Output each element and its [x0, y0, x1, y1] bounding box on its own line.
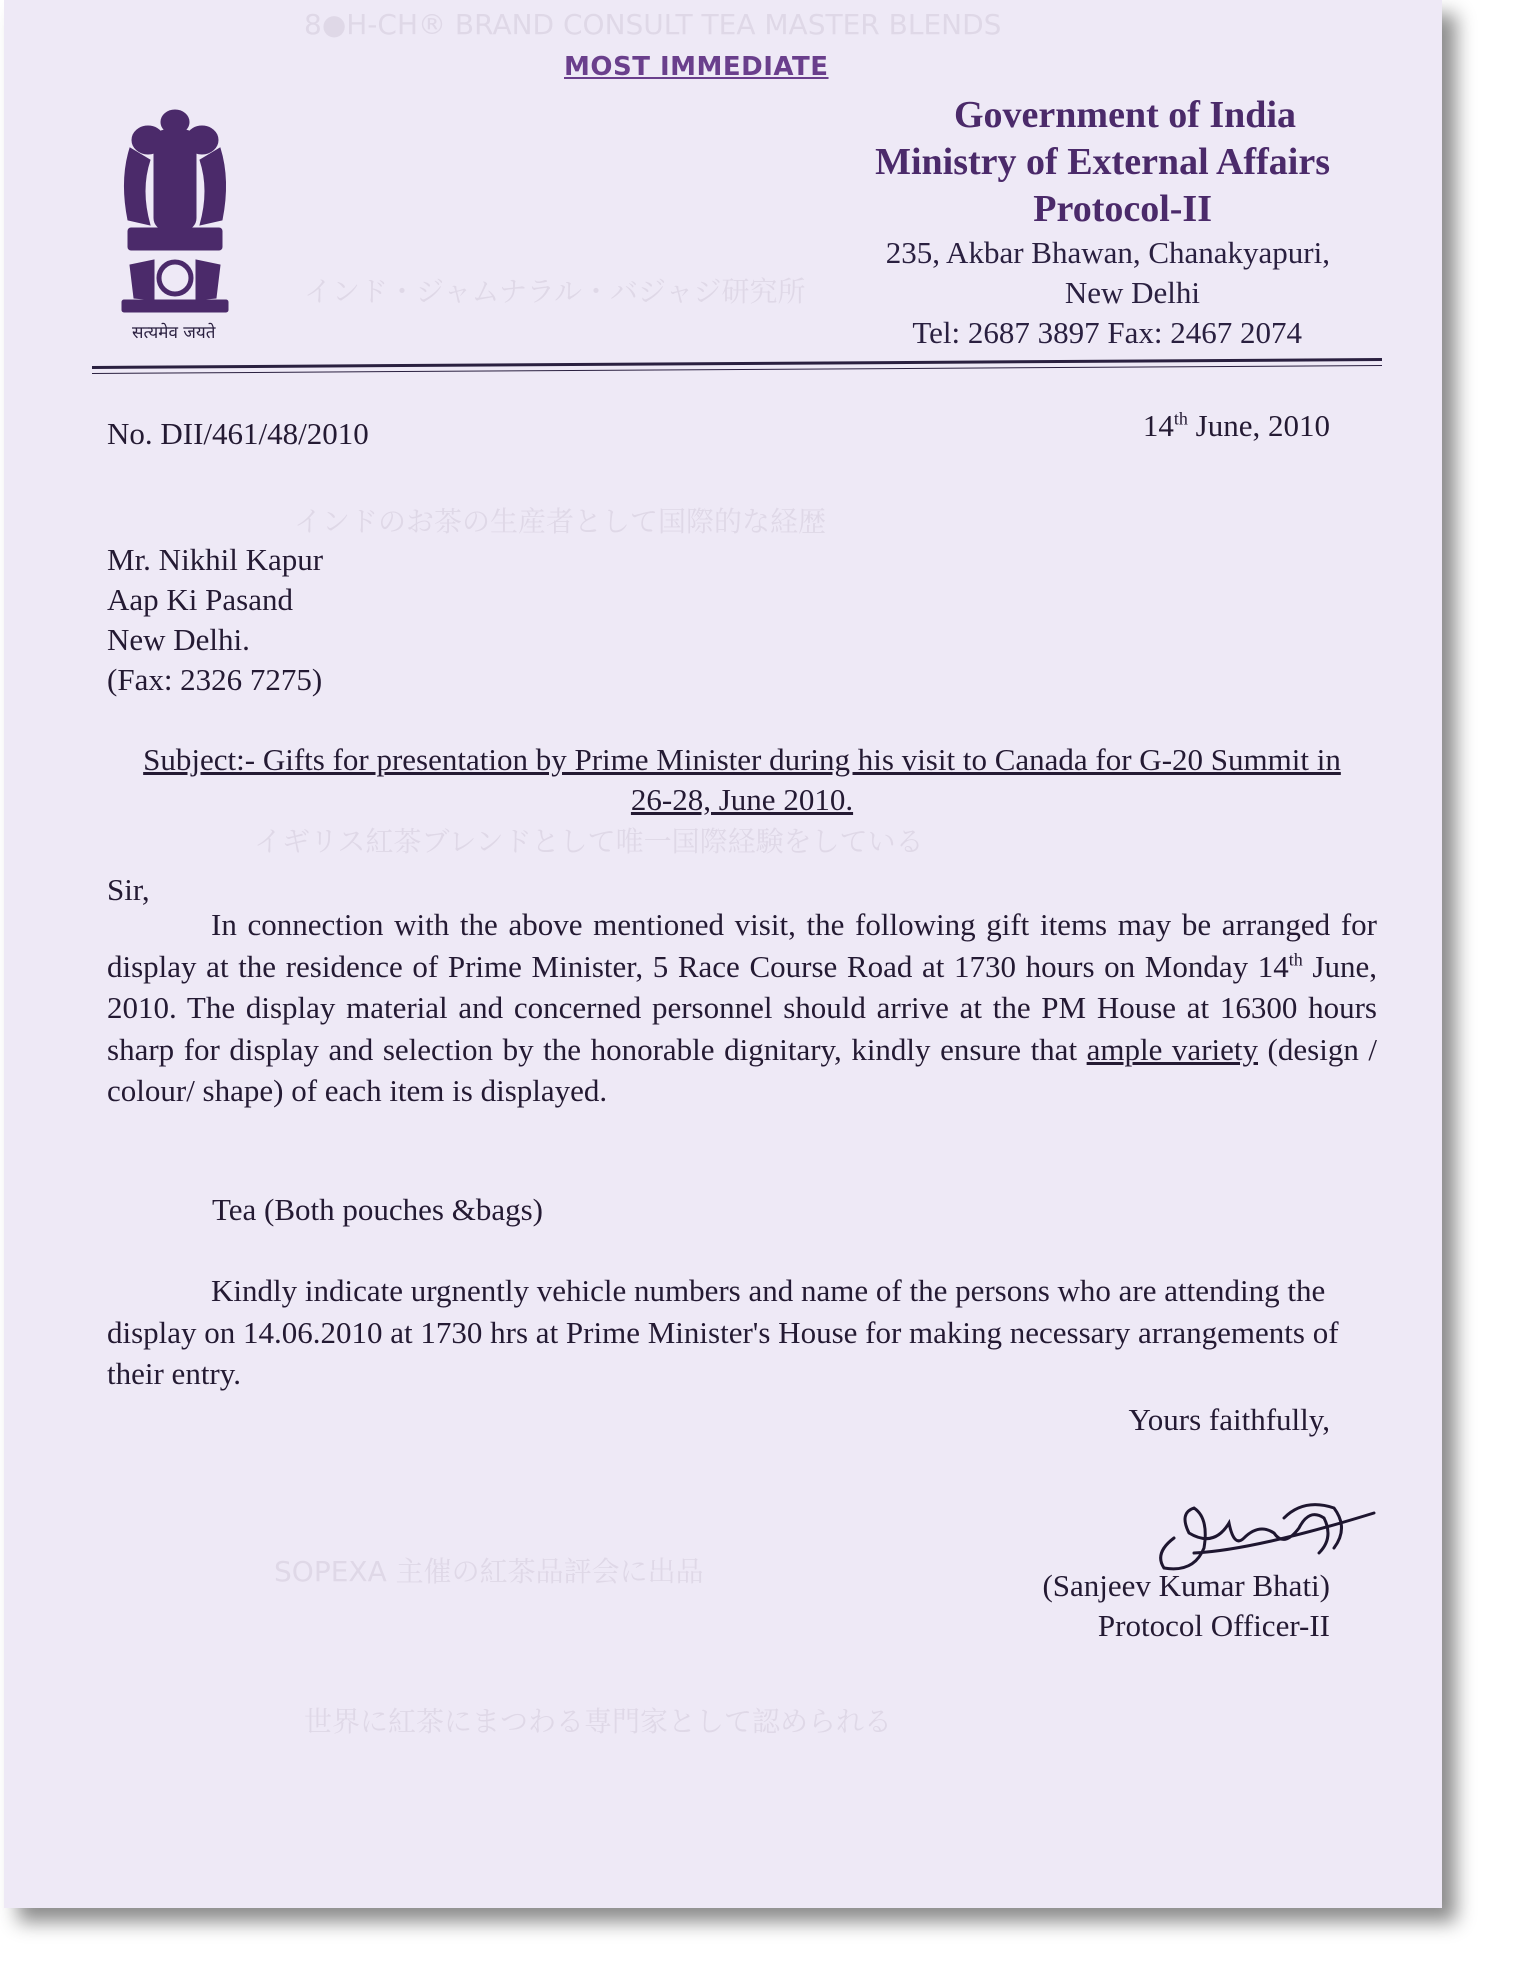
body-paragraph-2: Kindly indicate urgnently vehicle numbers and name of the persons who are attending the display on 14.06.2010 at 1730 hrs at Prime Minister's House for making necessary arrangements of their entry. [107, 1273, 1339, 1391]
emblem-motto: सत्यमेव जयते [132, 323, 216, 343]
addressee-name: Mr. Nikhil Kapur [107, 542, 324, 577]
body-paragraph-1: In connection with the above mentioned visit, the following gift items may be arranged for display at the residence of Prime Minister, 5 Race Course Road at 1730 hours on Monday 14th June, 2010. The display material and concerned personnel should arrive at the PM House at 16300 hours sharp for display and selection by the honorable dignitary, kindly ensure that ample variety (design / colour/ shape) of each item is displayed. [107, 907, 1377, 1108]
addressee-city: New Delhi. [107, 622, 250, 657]
letterhead [875, 92, 1330, 353]
emphasis-ample-variety: ample variety [1086, 1031, 1258, 1067]
signatory-block [1042, 1566, 1330, 1646]
reference-number: No. DII/461/48/2010 [107, 416, 369, 451]
letter-date: 14th June, 2010 [1142, 408, 1330, 443]
letter-page: 8●H-CH® BRAND CONSULT TEA MASTER BLENDS インド・ジャムナラル・バジャジ研究所 インドのお茶の生産者として国際的な経歴 イギリス紅茶ブレンドとして唯一国際経験をしている SOPEXA 主催の紅茶品評会に出品 世界に紅茶にまつわる専門家として認められる MOST IMMEDIATE सत्यमेव जयते Government of India Ministry of External Affairs Protocol-II 235, Akbar Bhawan, Chanakyapuri, New Delhi Tel: 2687 3897 Fax: 2467 2074 No. DII/461/48/2010 14th June, 2010 Mr. Nikhil Kapur Aap Ki Pasand New Delhi. (Fax: 2326 7275) Subject:- Gifts for presentation by Prime Minister during his visit to Canada for G-20 Summit in 26-28, June 2010. Sir, In connection with the above mentioned visit, the following gift items may be arranged for display at the residence of Prime Minister, 5 Race Course Road at 1730 hours on Monday 14th June, 2010. The display material and concerned personnel should arrive at the PM House at 16300 hours sharp for display and selection by the honorable dignitary, kindly ensure that ample variety (design / colour/ shape) of each item is displayed. Tea (Both pouches &bags) Kindly indicate urgnently vehicle numbers and name of the persons who are attending the display on 14.06.2010 at 1730 hrs at Prime Minister's House for making necessary arrangements of their entry. Yours faithfully, (Sanjeev Kumar Bhati) Protocol Officer-II [4, 0, 1442, 1908]
salutation: Sir, [107, 872, 150, 907]
subject-line: Subject:- Gifts for presentation by Prime Minister during his visit to Canada for G-20 Summit in 26-28, June 2010. [143, 742, 1341, 817]
letterhead-ministry: Ministry of External Affairs [875, 141, 1330, 183]
letterhead-government: Government of India [954, 94, 1296, 136]
gift-item: Tea (Both pouches &bags) [212, 1192, 543, 1227]
closing: Yours faithfully, [1128, 1402, 1330, 1437]
addressee-company: Aap Ki Pasand [107, 582, 293, 617]
signatory-title: Protocol Officer-II [1097, 1608, 1330, 1643]
signatory-name: (Sanjeev Kumar Bhati) [1042, 1568, 1330, 1603]
letterhead-contact: Tel: 2687 3897 Fax: 2467 2074 [912, 315, 1302, 350]
letterhead-division: Protocol-II [1033, 188, 1212, 230]
national-emblem-icon [110, 100, 240, 340]
letterhead-city: New Delhi [1064, 275, 1200, 310]
letterhead-address: 235, Akbar Bhawan, Chanakyapuri, [885, 235, 1330, 270]
addressee-block [107, 540, 323, 700]
priority-marking: MOST IMMEDIATE [564, 52, 829, 82]
letterhead-divider [92, 358, 1382, 369]
addressee-fax: (Fax: 2326 7275) [107, 662, 323, 697]
